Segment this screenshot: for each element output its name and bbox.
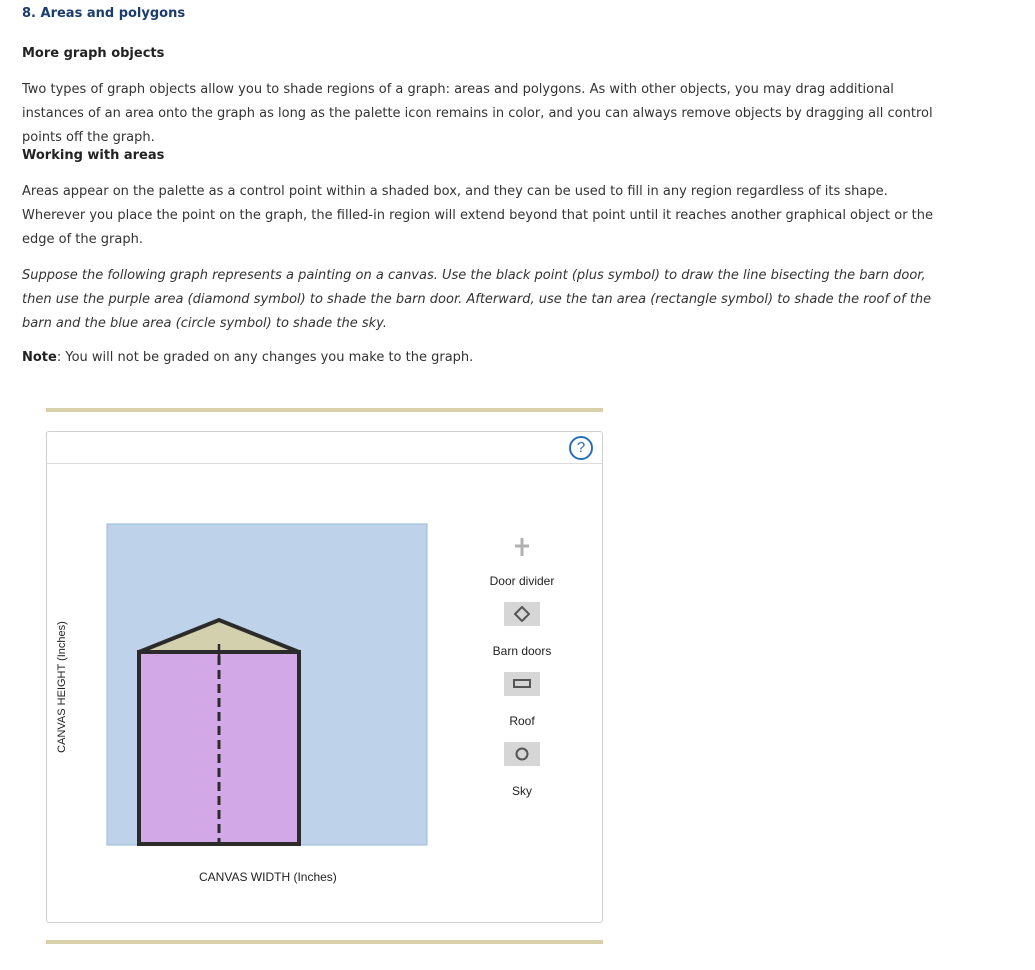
note: [22, 350, 473, 365]
bottom-rule: [46, 940, 603, 944]
palette-roof[interactable]: [472, 672, 572, 732]
palette-sky[interactable]: [472, 742, 572, 802]
graph-widget: ? CANVAS HEIGHT (Inches) CANVAS WIDTH (Inches) Door divider Barn doors Roof Sky: [46, 431, 603, 923]
heading-more-graph-objects: More graph objects: [22, 46, 165, 61]
help-button[interactable]: ?: [569, 436, 593, 460]
note-label: Note: [22, 350, 57, 365]
palette-barn-doors[interactable]: [472, 602, 572, 662]
diamond-icon: [514, 606, 530, 622]
palette-label: Sky: [511, 784, 532, 798]
circle-icon: [514, 746, 530, 762]
rectangle-icon: [513, 679, 531, 689]
plus-icon: [512, 536, 532, 558]
note-text: : You will not be graded on any changes you make to the graph.: [56, 350, 474, 365]
palette-door-divider[interactable]: [472, 536, 572, 592]
palette-label: Door divider: [489, 574, 555, 588]
intro-paragraph: Two types of graph objects allow you to shade regions of a graph: areas and polygons. As with other objects, you may drag additional instances of an area onto the graph as long as the palette icon remains in color, and you can always remove objects by dragging all control points off the graph.: [22, 82, 933, 145]
section-title: 8. Areas and polygons: [22, 6, 186, 21]
task-paragraph: Suppose the following graph represents a painting on a canvas. Use the black point (plus symbol) to draw the line bisecting the barn door, then use the purple area (diamond symbol) to shade the barn door. Afterward, use the tan area (rectangle symbol) to shade the roof of the barn and the blue area (circle symbol) to shade the sky.: [22, 268, 932, 331]
top-rule: [46, 408, 603, 412]
areas-paragraph: Areas appear on the palette as a control point within a shaded box, and they can be used to fill in any region regardless of its shape. Wherever you place the point on the graph, the filled-in region will extend beyond that point until it reaches another graphical object or the edge of the graph.: [22, 184, 934, 247]
palette-label: Roof: [509, 714, 535, 728]
x-axis-label: CANVAS WIDTH (Inches): [199, 870, 337, 884]
heading-working-with-areas: Working with areas: [22, 148, 165, 163]
palette-label: Barn doors: [492, 644, 552, 658]
